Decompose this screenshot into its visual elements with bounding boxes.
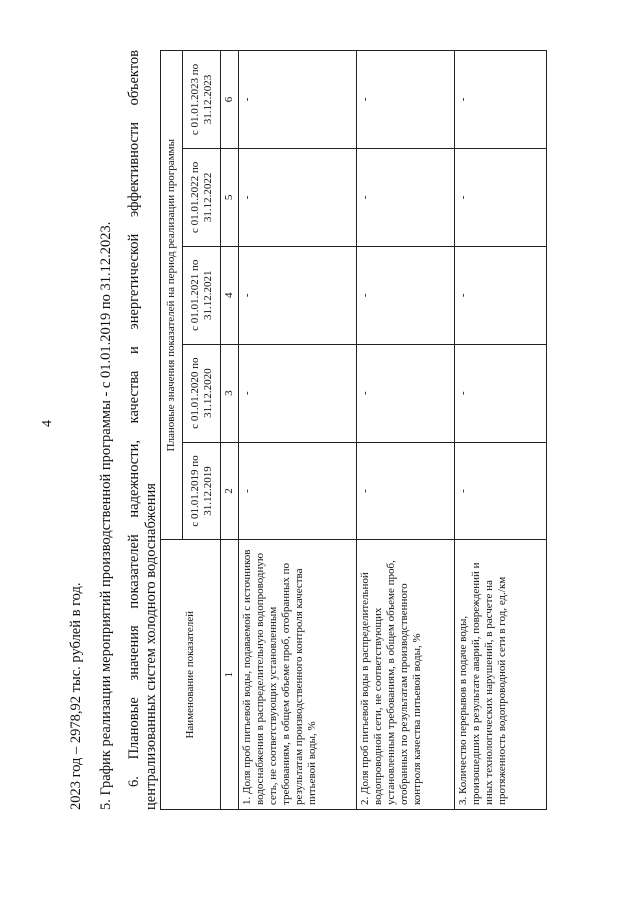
paragraph-schedule: 5. График реализации мероприятий производственной программы - с 01.01.2019 по 31.12.2023.: [98, 221, 114, 810]
indicator-name: 2. Доля проб питьевой воды в распределительной водопроводной сети, не соответствующих установленным требованиям, в общем объеме проб, отобранных по результатам производственного контроля качества питьевой воды, %: [357, 540, 455, 810]
indicator-value: -: [455, 148, 547, 246]
table-row: [455, 51, 547, 810]
heading-word: эффективности: [126, 122, 142, 217]
header-indicator-name: Наименование показателей: [161, 540, 221, 810]
column-number: 6: [221, 51, 239, 149]
heading-word: 6.: [126, 776, 142, 787]
indicator-value: -: [239, 148, 357, 246]
indicator-value: -: [239, 246, 357, 344]
header-period: с 01.01.2022 по 31.12.2022: [183, 148, 221, 246]
column-number: 5: [221, 148, 239, 246]
indicator-value: -: [357, 148, 455, 246]
heading-word: энергетической: [126, 233, 142, 330]
heading-word: и: [126, 346, 142, 354]
indicator-name: 3. Количество перерывов в подаче воды, произошедших в результате аварий, повреждений и иных технологических нарушений, в расчете на протяженность водопроводной сети в год, ед./км: [455, 540, 547, 810]
heading-word: Плановые: [126, 697, 142, 760]
indicator-value: -: [239, 51, 357, 149]
column-number: 1: [221, 540, 239, 810]
indicator-value: -: [455, 246, 547, 344]
heading-word: надежности,: [126, 440, 142, 518]
column-number: 3: [221, 344, 239, 442]
heading-word: качества: [126, 370, 142, 424]
indicator-value: -: [357, 246, 455, 344]
column-number: 2: [221, 442, 239, 540]
header-period: с 01.01.2021 по 31.12.2021: [183, 246, 221, 344]
table-row: [239, 51, 357, 810]
header-period: с 01.01.2023 по 31.12.2023: [183, 51, 221, 149]
paragraph-year-2023: 2023 год – 2978,92 тыс. рублей в год.: [68, 582, 84, 810]
indicator-name: 1. Доля проб питьевой воды, подаваемой с источников водоснабжения в распределительную водопроводную сеть, не соответствующих установленным требованиям, в общем объеме проб, отобранных по результатам производственного контроля качества питьевой воды, %: [239, 540, 357, 810]
indicator-value: -: [239, 442, 357, 540]
paragraph-indicators-heading: [126, 50, 143, 787]
indicator-value: -: [357, 442, 455, 540]
indicator-value: -: [455, 51, 547, 149]
indicator-value: -: [455, 442, 547, 540]
indicator-value: -: [357, 51, 455, 149]
paragraph-indicators-heading-cont: централизованных систем холодного водоснабжения: [143, 483, 159, 810]
page-number: 4: [40, 420, 55, 427]
header-planned-values: Плановые значения показателей на период реализации программы: [161, 51, 183, 540]
header-period: с 01.01.2020 по 31.12.2020: [183, 344, 221, 442]
header-period: с 01.01.2019 по 31.12.2019: [183, 442, 221, 540]
heading-word: объектов: [126, 50, 142, 106]
indicator-value: -: [357, 344, 455, 442]
indicator-value: -: [455, 344, 547, 442]
heading-word: показателей: [126, 534, 142, 609]
indicator-value: -: [239, 344, 357, 442]
indicators-table: [160, 50, 547, 810]
column-number: 4: [221, 246, 239, 344]
table-row: [357, 51, 455, 810]
heading-word: значения: [126, 625, 142, 681]
